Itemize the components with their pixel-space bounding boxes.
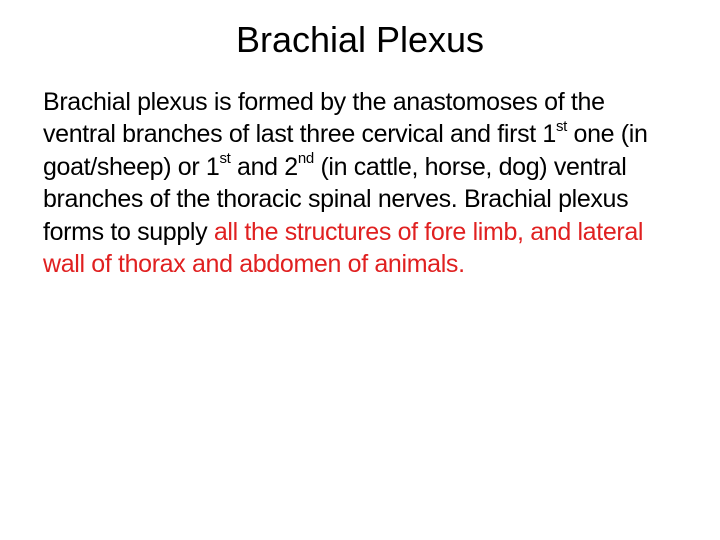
highlighted-text: all the structures of fore limb, and lateral wall of thorax and abdomen of animals.: [43, 217, 644, 279]
body-text-part-2: one (in goat/sheep) or 1: [43, 120, 648, 181]
slide-body-text: [43, 86, 683, 280]
superscript-st: st: [219, 150, 231, 168]
body-text-part-3: and 2: [230, 152, 298, 181]
body-text-part-1: Brachial plexus is formed by the anastomoses of the ventral branches of last three cervical and first 1: [43, 88, 605, 149]
superscript-st: st: [555, 118, 567, 136]
body-text-part-4: (in cattle, horse, dog) ventral branches of the thoracic spinal nerves. Brachial plexus forms to supply: [43, 152, 629, 246]
slide-title: Brachial Plexus: [235, 19, 485, 60]
superscript-nd: nd: [297, 150, 314, 168]
